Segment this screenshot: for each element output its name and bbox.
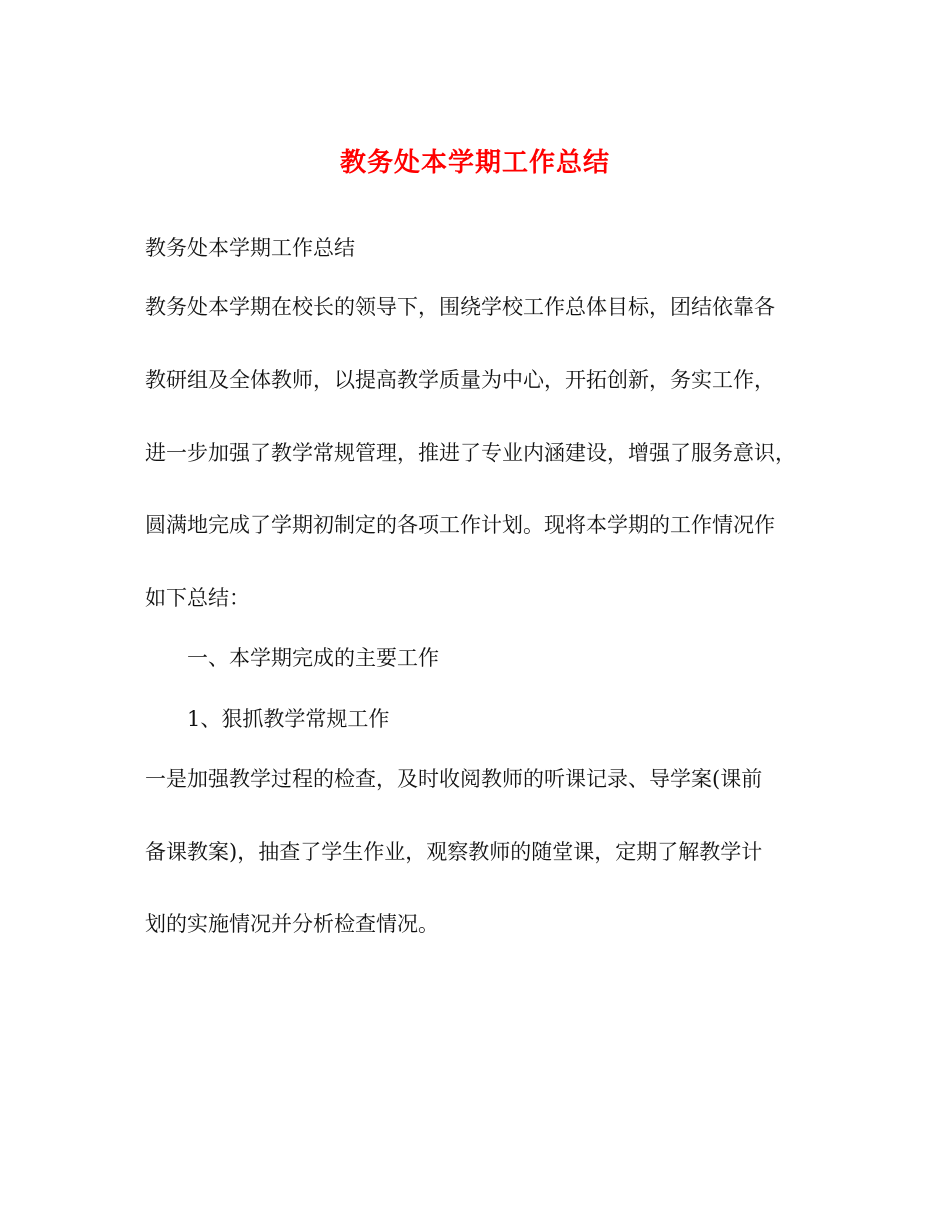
paragraph-line: 进一步加强了教学常规管理，推进了专业内涵建设，增强了服务意识， [145, 441, 796, 465]
paragraph-line: 圆满地完成了学期初制定的各项工作计划。现将本学期的工作情况作 [145, 513, 775, 537]
subsection-heading: 1、狠抓教学常规工作 [187, 707, 390, 731]
document-title: 教务处本学期工作总结 [339, 148, 610, 178]
paragraph-line: 备课教案)，抽查了学生作业，观察教师的随堂课，定期了解教学计 [145, 840, 763, 864]
paragraph-line: 教研组及全体教师，以提高教学质量为中心，开拓创新，务实工作， [145, 368, 775, 392]
paragraph-line: 划的实施情况并分析检查情况。 [145, 912, 439, 936]
paragraph-line: 如下总结： [145, 586, 250, 610]
paragraph-line: 一是加强教学过程的检查，及时收阅教师的听课记录、导学案(课前 [145, 767, 763, 791]
subtitle-line: 教务处本学期工作总结 [145, 236, 355, 260]
section-heading: 一、本学期完成的主要工作 [187, 646, 439, 670]
paragraph-line: 教务处本学期在校长的领导下，围绕学校工作总体目标，团结依靠各 [145, 295, 775, 319]
